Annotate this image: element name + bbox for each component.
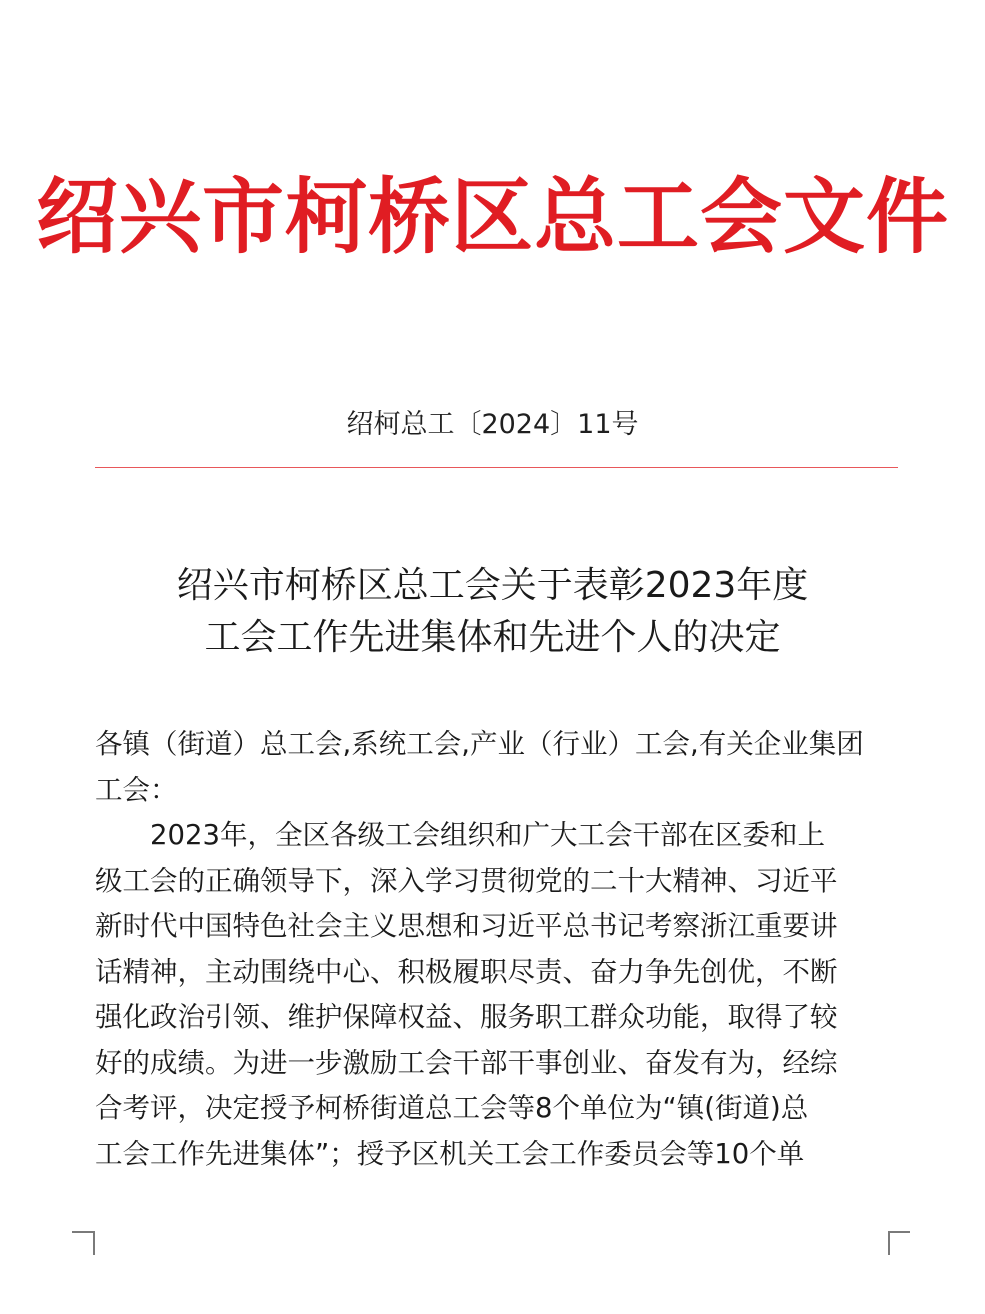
body-line-6: 好的成绩。为进一步激励工会干部干事创业、奋发有为，经综 <box>95 1046 838 1079</box>
red-divider-line <box>95 467 898 468</box>
body-line-2: 级工会的正确领导下，深入学习贯彻党的二十大精神、习近平 <box>95 864 838 897</box>
masthead-title: 绍兴市柯桥区总工会文件 <box>35 170 949 265</box>
document-number: 绍柯总工〔2024〕11号 <box>346 409 639 440</box>
salutation-line-1: 各镇（街道）总工会,系统工会,产业（行业）工会,有关企业集团 <box>95 728 864 760</box>
body-line-3: 新时代中国特色社会主义思想和习近平总书记考察浙江重要讲 <box>95 910 838 942</box>
body-line-8: 工会工作先进集体”；授予区机关工会工作委员会等10个单 <box>95 1137 805 1170</box>
body-line-7: 合考评，决定授予柯桥街道总工会等8个单位为“镇(街道)总 <box>95 1092 809 1124</box>
salutation-line-2: 工会： <box>95 773 178 806</box>
body-line-5: 强化政治引领、维护保障权益、服务职工群众功能，取得了较 <box>95 1001 838 1033</box>
title-line-1: 绍兴市柯桥区总工会关于表彰2023年度 <box>176 565 809 606</box>
document-title <box>0 560 985 664</box>
crop-mark-left-h <box>72 1231 94 1233</box>
crop-mark-right-v <box>888 1231 890 1255</box>
title-line-2: 工会工作先进集体和先进个人的决定 <box>204 617 781 658</box>
body-line-4: 话精神，主动围绕中心、积极履职尽责、奋力争先创优，不断 <box>95 955 838 988</box>
document-body <box>95 722 890 1177</box>
crop-mark-right-h <box>888 1231 910 1233</box>
crop-mark-left-v <box>93 1231 95 1255</box>
body-line-1: 2023年，全区各级工会组织和广大工会干部在区委和上 <box>95 819 825 851</box>
